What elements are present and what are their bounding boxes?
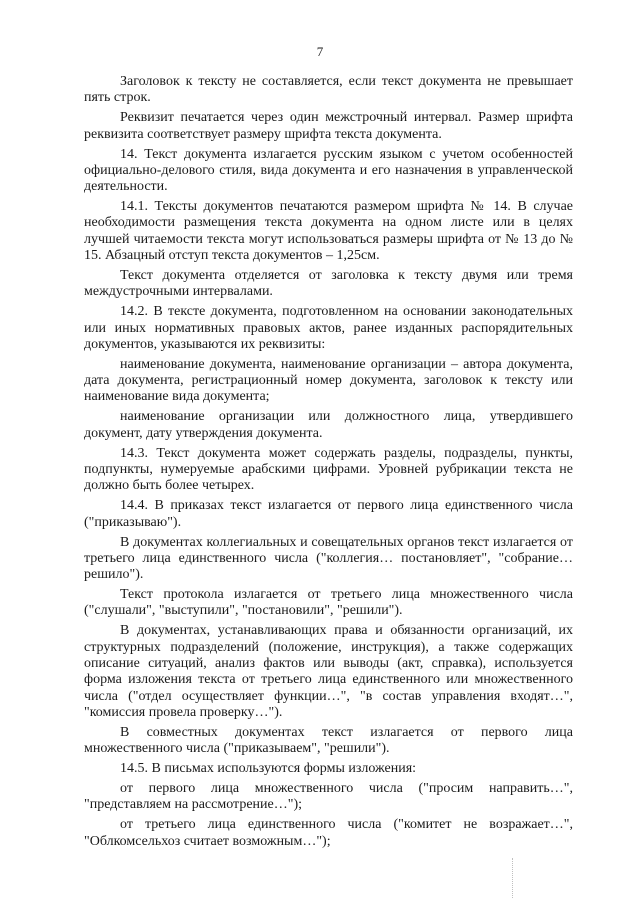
paragraph: В документах, устанавливающих права и обязанности организаций, их структурных подразделений (положение, инструкция), а также содержащих описание ситуаций, анализ фактов или выводы (акт, справка), используется форма изложения текста от третьего лица единственного или множественного числа ("отдел осуществляет функции…", "в состав управления входят…", "комиссия провела проверку…"). <box>84 623 573 720</box>
scan-artifact <box>512 858 514 898</box>
paragraph: Текст протокола излагается от третьего лица множественного числа ("слушали", "выступили", "постановили", "решили"). <box>84 587 573 619</box>
paragraph: 14.1. Тексты документов печатаются размером шрифта № 14. В случае необходимости размещения текста документа на одном листе или в целях лучшей читаемости текста могут использоваться размеры шрифта от № 13 до № 15. Абзацный отступ текста документов – 1,25см. <box>84 199 573 264</box>
paragraph: 14.5. В письмах используются формы изложения: <box>120 761 417 777</box>
paragraph: от первого лица множественного числа ("просим направить…", "представляем на рассмотрение…"); <box>84 781 573 813</box>
paragraph: 14.2. В тексте документа, подготовленном на основании законодательных или иных нормативных правовых актов, ранее изданных распорядительных документов, указываются их реквизиты: <box>84 304 573 352</box>
paragraph: 14.4. В приказах текст излагается от первого лица единственного числа ("приказываю"). <box>84 498 573 530</box>
paragraph: от третьего лица единственного числа ("комитет не возражает…", "Облкомсельхоз считает возможным…"); <box>84 817 573 849</box>
paragraph: В совместных документах текст излагается от первого лица множественного числа ("приказываем", "решили"). <box>84 724 573 757</box>
paragraph: 14.3. Текст документа может содержать разделы, подразделы, пункты, подпункты, нумеруемые арабскими цифрами. Уровней рубрикации текста не должно быть более четырех. <box>84 445 573 494</box>
paragraph: Текст документа отделяется от заголовка к тексту двумя или тремя междустрочными интервалами. <box>84 268 573 300</box>
paragraph: В документах коллегиальных и совещательных органов текст излагается от третьего лица единственного числа ("коллегия… постановляет", "собрание… решило"). <box>84 534 573 583</box>
paragraph: 14. Текст документа излагается русским языком с учетом особенностей официально-делового стиля, вида документа и его назначения в управленческой деятельности. <box>84 146 573 195</box>
paragraph: наименование организации или должностного лица, утвердившего документ, дату утверждения документа. <box>84 409 573 441</box>
page-number: 7 <box>316 44 324 59</box>
paragraph: Заголовок к тексту не составляется, если текст документа не превышает пять строк. <box>84 74 573 106</box>
paragraph: наименование документа, наименование организации – автора документа, дата документа, регистрационный номер документа, заголовок к тексту или наименование вида документа; <box>84 356 573 405</box>
paragraph: Реквизит печатается через один межстрочный интервал. Размер шрифта реквизита соответствует размеру шрифта текста документа. <box>84 110 573 142</box>
document-body <box>84 74 573 854</box>
